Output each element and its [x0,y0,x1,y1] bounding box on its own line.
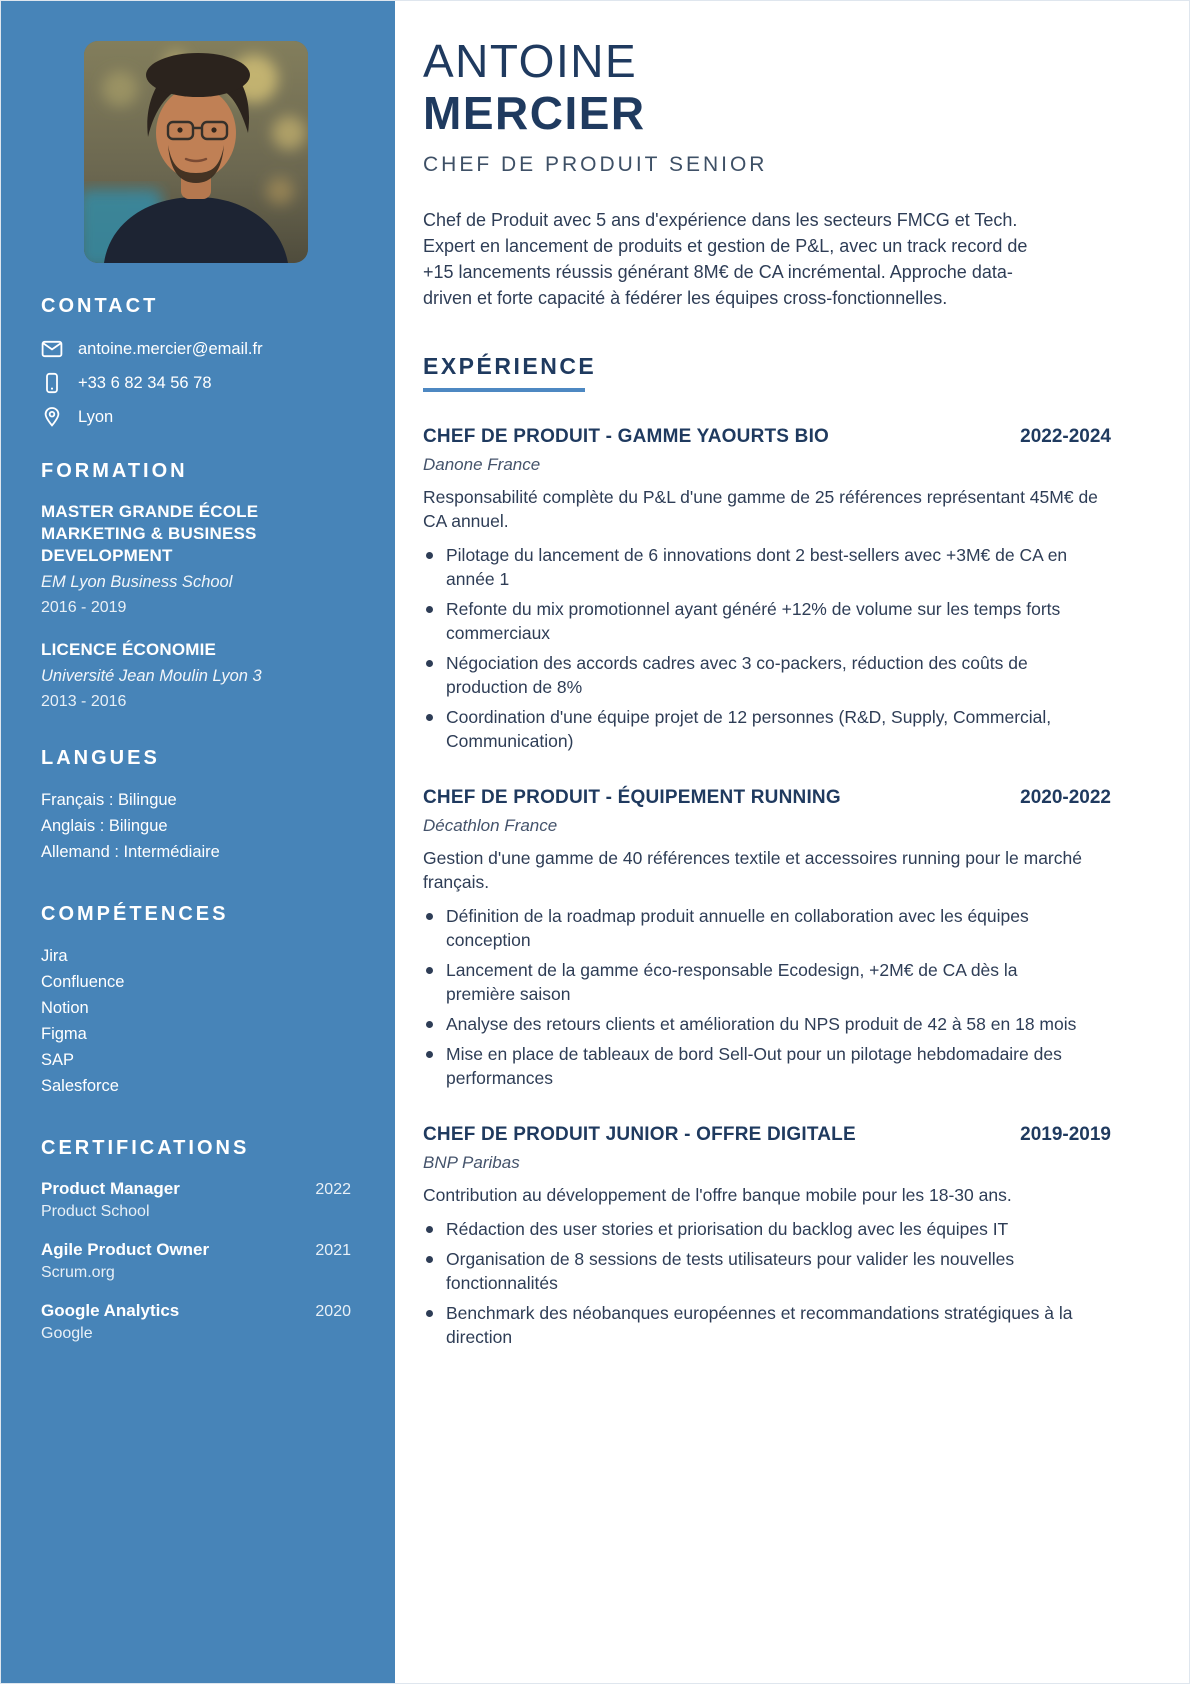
first-name: ANTOINE [423,35,638,87]
certification-name: Google Analytics [41,1300,180,1320]
degree-dates: 2013 - 2016 [41,692,127,710]
degree-dates: 2016 - 2019 [41,598,127,616]
degree-school: Université Jean Moulin Lyon 3 [41,667,262,686]
certification-name: Product Manager [41,1178,180,1198]
job-description: Contribution au développement de l'offre banque mobile pour les 18-30 ans. [423,1184,1012,1205]
job-bullet: Coordination d'une équipe projet de 12 personnes (R&D, Supply, Commercial, Communication) [423,705,1087,753]
contact-phone-text: +33 6 82 34 56 78 [78,373,212,392]
formation-heading: FORMATION [41,460,188,482]
contact-location-text: Lyon [78,407,114,426]
candidate-job-title: CHEF DE PRODUIT SENIOR [423,152,768,176]
degree-title: LICENCE ÉCONOMIE [41,639,217,659]
skills-heading: COMPÉTENCES [41,902,229,925]
job-bullet: Négociation des accords cadres avec 3 co-packers, réduction des coûts de production de 8% [423,651,1087,699]
certification-name: Agile Product Owner [41,1239,210,1259]
job-bullet-list [423,1217,1087,1349]
certification-year: 2020 [315,1302,351,1320]
degree-title: MASTER GRANDE ÉCOLE MARKETING & BUSINESS DEVELOPMENT [41,502,259,565]
profile-photo [84,41,308,263]
job-company: BNP Paribas [423,1152,520,1172]
job-bullet: Définition de la roadmap produit annuelle en collaboration avec les équipes conception [423,904,1087,952]
main-content [395,1,1189,1683]
job-bullet: Pilotage du lancement de 6 innovations dont 2 best-sellers avec +3M€ de CA en année 1 [423,543,1087,591]
contact-email-text: antoine.mercier@email.fr [78,339,263,358]
skill-item: Confluence [41,972,125,991]
contact-item-email [41,338,351,360]
skills-section [41,903,351,1099]
contact-item-phone [41,372,351,394]
job-bullet: Refonte du mix promotionnel ayant généré +12% de volume sur les temps forts commerciaux [423,597,1087,645]
smartphone-icon [41,372,63,394]
certification-year: 2021 [315,1241,351,1259]
contact-list [41,338,351,428]
formation-entry [41,501,351,617]
profile-summary: Chef de Produit avec 5 ans d'expérience dans les secteurs FMCG et Tech. Expert en lancement de produits et gestion de P&L, avec un track record de +15 lancements réussis générant 8M€ de CA incrémental. Approche data-driven et forte capacité à fédérer les équipes cross-fonctionnelles. [423,209,1028,308]
job-title: CHEF DE PRODUIT - GAMME YAOURTS BIO [423,425,830,447]
language-item: Français : Bilingue [41,790,177,809]
contact-heading: CONTACT [41,295,159,317]
formation-section [41,460,351,711]
sidebar [1,1,395,1683]
job-title: CHEF DE PRODUIT - ÉQUIPEMENT RUNNING [423,786,841,808]
contact-item-location [41,406,351,428]
skill-item: Salesforce [41,1076,119,1095]
certification-entry [41,1240,351,1282]
experience-heading: EXPÉRIENCE [423,352,597,379]
language-item: Anglais : Bilingue [41,816,168,835]
certification-entry [41,1179,351,1221]
avatar [84,41,308,263]
certifications-heading: CERTIFICATIONS [41,1136,250,1159]
certification-org: Google [41,1324,93,1342]
language-item: Allemand : Intermédiaire [41,842,220,861]
heading-underline [423,388,585,392]
skill-item: Figma [41,1024,87,1043]
job-company: Décathlon France [423,815,558,835]
certification-org: Scrum.org [41,1263,115,1281]
certification-entry [41,1301,351,1343]
job-bullet: Organisation de 8 sessions de tests utilisateurs pour valider les nouvelles fonctionnalités [423,1247,1087,1295]
certification-year: 2022 [315,1180,351,1198]
skill-item: SAP [41,1050,75,1069]
location-pin-icon [41,406,63,428]
skill-item: Jira [41,946,68,965]
job-description: Gestion d'une gamme de 40 références textile et accessoires running pour le marché français. [423,847,1082,892]
certification-org: Product School [41,1202,150,1220]
job-bullet: Mise en place de tableaux de bord Sell-Out pour un pilotage hebdomadaire des performances [423,1042,1087,1090]
languages-list [41,787,351,865]
job-dates: 2022-2024 [1020,425,1111,447]
formation-entry [41,639,351,711]
experience-section [423,353,1111,1349]
languages-heading: LANGUES [41,746,160,769]
experience-entry [423,1124,1111,1349]
experience-entry [423,787,1111,1090]
skills-list [41,943,351,1099]
languages-section [41,747,351,865]
job-dates: 2019-2019 [1020,1123,1111,1145]
mail-icon [41,338,63,360]
last-name: MERCIER [423,87,646,140]
degree-school: EM Lyon Business School [41,573,233,592]
experience-entry [423,426,1111,753]
candidate-name [423,35,1111,140]
skill-item: Notion [41,998,89,1017]
contact-section [41,295,351,428]
certifications-section [41,1137,351,1343]
job-bullet-list [423,904,1087,1090]
job-bullet: Benchmark des néobanques européennes et recommandations stratégiques à la direction [423,1301,1087,1349]
job-description: Responsabilité complète du P&L d'une gamme de 25 références représentant 45M€ de CA annuel. [423,486,1098,531]
job-dates: 2020-2022 [1020,786,1111,808]
job-bullet: Rédaction des user stories et priorisation du backlog avec les équipes IT [423,1217,1087,1241]
job-title: CHEF DE PRODUIT JUNIOR - OFFRE DIGITALE [423,1123,856,1145]
job-bullet: Analyse des retours clients et amélioration du NPS produit de 42 à 58 en 18 mois [423,1012,1087,1036]
job-bullet-list [423,543,1087,753]
job-company: Danone France [423,454,541,474]
job-bullet: Lancement de la gamme éco-responsable Ecodesign, +2M€ de CA dès la première saison [423,958,1087,1006]
